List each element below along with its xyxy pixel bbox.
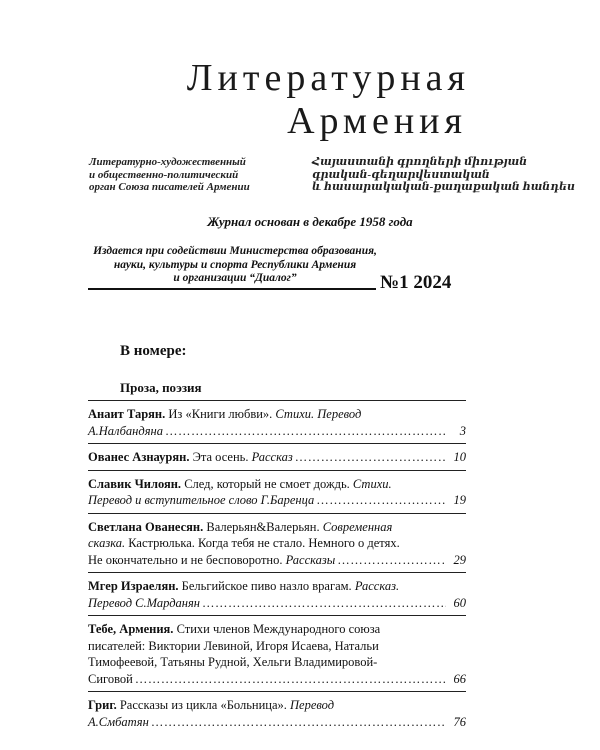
toc-entry[interactable] — [88, 443, 466, 470]
entry-author: Славик Чилоян. — [88, 476, 182, 491]
entry-title: Бельгийское пиво назло врагам. — [178, 579, 352, 593]
entry-author: Григ. — [88, 698, 117, 712]
entry-page: 60 — [453, 595, 466, 610]
entry-genre: Рассказы — [282, 552, 336, 567]
entry-title: Рассказы из цикла «Больница». — [116, 698, 287, 712]
founded-note: Журнал основан в декабре 1958 года — [207, 214, 413, 229]
entry-translator: А.Смбатян — [88, 714, 149, 729]
entry-title: Кастрюлька. Когда тебя не стало. Немного о детях. — [125, 536, 400, 550]
entry-translator: А.Налбандяна — [88, 423, 163, 438]
entry-page: 3 — [459, 423, 466, 438]
leader-dots — [337, 552, 446, 569]
toc-entry[interactable] — [88, 615, 466, 691]
entry-title: Тимофеевой, Татьяны Рудной, Хельги Владимировой- — [88, 655, 378, 669]
publisher-note — [90, 245, 380, 286]
subtitle-ru-line: орган Союза писателей Армении — [89, 181, 250, 193]
entry-page: 66 — [453, 671, 466, 686]
entry-genre: сказка. — [88, 536, 126, 550]
entry-page: 19 — [453, 493, 466, 507]
subtitle-ru-line: и общественно-политический — [89, 168, 239, 181]
contents-heading: В номере: — [120, 343, 187, 359]
leader-dots — [295, 449, 446, 466]
subtitle-russian — [89, 156, 299, 194]
leader-dots — [202, 595, 446, 612]
entry-translator: Перевод С.Марданян — [88, 595, 200, 610]
entry-author: Светлана Ованесян. — [88, 519, 204, 534]
subtitle-hy-line: և հասարակական-քաղաքական հանդես — [312, 181, 576, 193]
entry-page: 29 — [453, 552, 466, 567]
toc-entry[interactable] — [88, 513, 466, 573]
entry-page: 76 — [453, 714, 466, 729]
leader-dots — [135, 671, 446, 688]
entry-title: Эта осень. — [189, 450, 249, 464]
toc-entry[interactable] — [88, 470, 466, 513]
toc-entry[interactable] — [88, 691, 466, 734]
entry-genre: Рассказ — [248, 450, 293, 464]
section-heading: Проза, поэзия — [120, 380, 202, 395]
leader-dots — [316, 492, 446, 509]
entry-title: Сиговой — [88, 671, 133, 686]
entry-author: Мгер Израелян. — [88, 579, 179, 593]
publisher-line: науки, культуры и спорта Республики Армения — [113, 258, 357, 271]
journal-title-line1: Литературная — [186, 57, 470, 99]
entry-title: Из «Книги любви». — [165, 407, 273, 421]
entry-author: Тебе, Армения. — [88, 622, 174, 636]
entry-author: Анаит Тарян. — [88, 407, 166, 421]
toc-entry[interactable] — [88, 400, 466, 443]
publisher-line: и организации “Диалог” — [173, 272, 297, 284]
subtitle-armenian — [312, 156, 576, 194]
table-of-contents — [88, 400, 466, 734]
entry-title: Стихи членов Международного союза — [173, 622, 381, 636]
entry-title: писателей: Виктории Левиной, Игоря Исаева, Натальи — [88, 638, 379, 653]
subtitle-hy-line: Հայաստանի գրողների միության — [312, 156, 528, 168]
header-rule — [88, 288, 376, 290]
publisher-line: Издается при содействии Министерства образования, — [93, 245, 377, 257]
entry-genre: Современная — [319, 519, 393, 534]
issue-number: №1 2024 — [380, 272, 452, 293]
entry-page: 10 — [453, 450, 466, 464]
leader-dots — [151, 714, 446, 731]
entry-genre: Рассказ. — [351, 579, 400, 593]
subtitle-hy-line: գրական-գեղարվեստական — [312, 168, 490, 181]
leader-dots — [165, 423, 446, 440]
entry-title: Валерьян&Валерьян. — [203, 519, 320, 534]
entry-translator: Перевод и вступительное слово Г.Баренца — [88, 493, 315, 507]
entry-author: Ованес Азнаурян. — [88, 450, 190, 464]
toc-entry[interactable] — [88, 572, 466, 615]
entry-title: Не окончательно и не бесповоротно. — [88, 552, 283, 567]
journal-title-line2: Армения — [287, 100, 467, 142]
entry-genre: Стихи. Перевод — [272, 407, 362, 421]
entry-title: След, который не смоет дождь. — [181, 476, 350, 491]
subtitle-ru-line: Литературно-художественный — [89, 156, 246, 168]
entry-genre: Стихи. — [349, 476, 392, 491]
entry-genre: Перевод — [286, 698, 335, 712]
